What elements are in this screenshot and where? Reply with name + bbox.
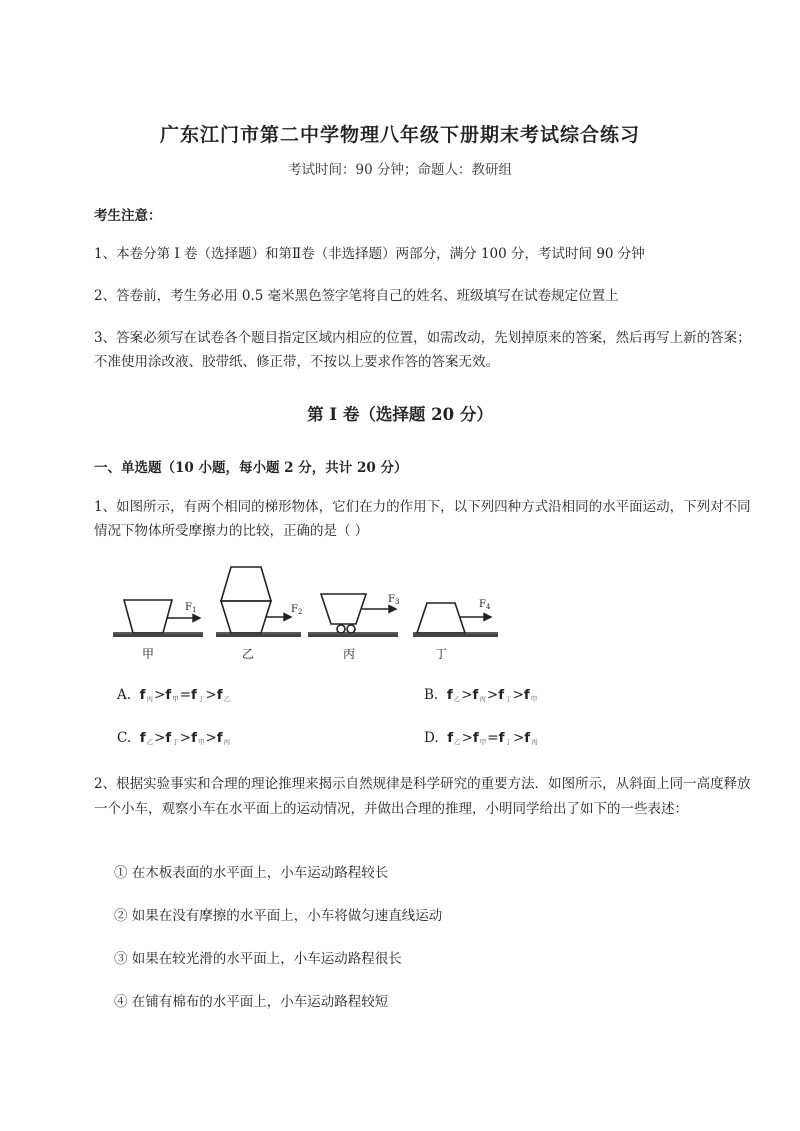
- question-1-figure: [108, 560, 528, 670]
- figure-label-yi: 乙: [241, 647, 255, 661]
- section-title: 第 I 卷（选择题 20 分）: [307, 405, 493, 424]
- figure-label-ding: 丁: [434, 647, 448, 661]
- force-label-3: $F_3$: [388, 594, 400, 606]
- force-label-2: $F_2$: [291, 604, 303, 616]
- exam-info: 考试时间：90 分钟；命题人：教研组: [288, 162, 512, 178]
- part-title: 一、单选题（10 小题，每小题 2 分，共计 20 分）: [94, 460, 408, 476]
- statement-1: ① 在木板表面的水平面上，小车运动路程较长: [114, 865, 389, 881]
- option-a[interactable]: A. $f_丙>f_甲=f_丁>f_乙$: [117, 687, 231, 703]
- statement-3: ③ 如果在较光滑的水平面上，小车运动路程很长: [114, 951, 402, 967]
- notice-item-3: 3、答案必须写在试卷各个题目指定区域内相应的位置，如需改动，先划掉原来的答案，然后再写上新的答案；不准使用涂改液、胶带纸、修正带，不按以上要求作答的答案无效。: [94, 330, 751, 370]
- ground-hatch: [113, 634, 498, 637]
- trapezoid-block: [321, 594, 366, 624]
- figure-label-bing: 丙: [342, 647, 356, 661]
- notice-item-2: 2、答卷前，考生务必用 0.5 毫米黑色签字笔将自己的姓名、班级填写在试卷规定位置上: [94, 288, 619, 304]
- force-label-4: $F_4$: [479, 599, 491, 611]
- force-arrow: [389, 606, 396, 613]
- notice-heading: 考生注意：: [94, 208, 162, 224]
- trapezoid-block: [221, 567, 271, 601]
- option-letter: C.: [117, 730, 132, 746]
- option-letter: D.: [424, 730, 439, 746]
- option-letter: B.: [424, 687, 439, 703]
- roller: [337, 625, 345, 633]
- option-b[interactable]: B. $f_乙>f_丙>f_丁>f_甲$: [424, 687, 538, 703]
- roller: [347, 625, 355, 633]
- question-1-stem: 1、如图所示，有两个相同的梯形物体，它们在力的作用下，以下列四种方式沿相同的水平面运动，下列对不同情况下物体所受摩擦力的比较，正确的是（ ）: [94, 499, 751, 539]
- option-d[interactable]: D. $f_乙>f_甲=f_丁>f_丙$: [424, 730, 538, 746]
- notice-item-1: 1、本卷分第 I 卷（选择题）和第Ⅱ卷（非选择题）两部分，满分 100 分，考试时间 90 分钟: [94, 246, 645, 262]
- trapezoid-block: [221, 601, 271, 633]
- trapezoid-block: [124, 600, 172, 633]
- statement-2: ② 如果在没有摩擦的水平面上，小车将做匀速直线运动: [114, 908, 443, 924]
- force-label-1: $F_1$: [185, 602, 197, 614]
- force-arrow: [193, 615, 200, 622]
- page-title: 广东江门市第二中学物理八年级下册期末考试综合练习: [159, 124, 640, 146]
- figure-label-jia: 甲: [141, 647, 155, 661]
- option-letter: A.: [117, 687, 132, 703]
- option-c[interactable]: C. $f_乙>f_丁>f_甲>f_丙$: [117, 730, 231, 746]
- question-2-stem: 2、根据实验事实和合理的理论推理来揭示自然规律是科学研究的重要方法．如图所示，从斜面上同一高度释放一个小车，观察小车在水平面上的运动情况，并做出合理的推理，小明同学给出了如下的一些表述：: [94, 776, 751, 817]
- statement-4: ④ 在铺有棉布的水平面上，小车运动路程较短: [114, 994, 389, 1010]
- force-arrow: [284, 614, 291, 621]
- force-arrow: [484, 614, 491, 621]
- trapezoid-block: [417, 603, 465, 633]
